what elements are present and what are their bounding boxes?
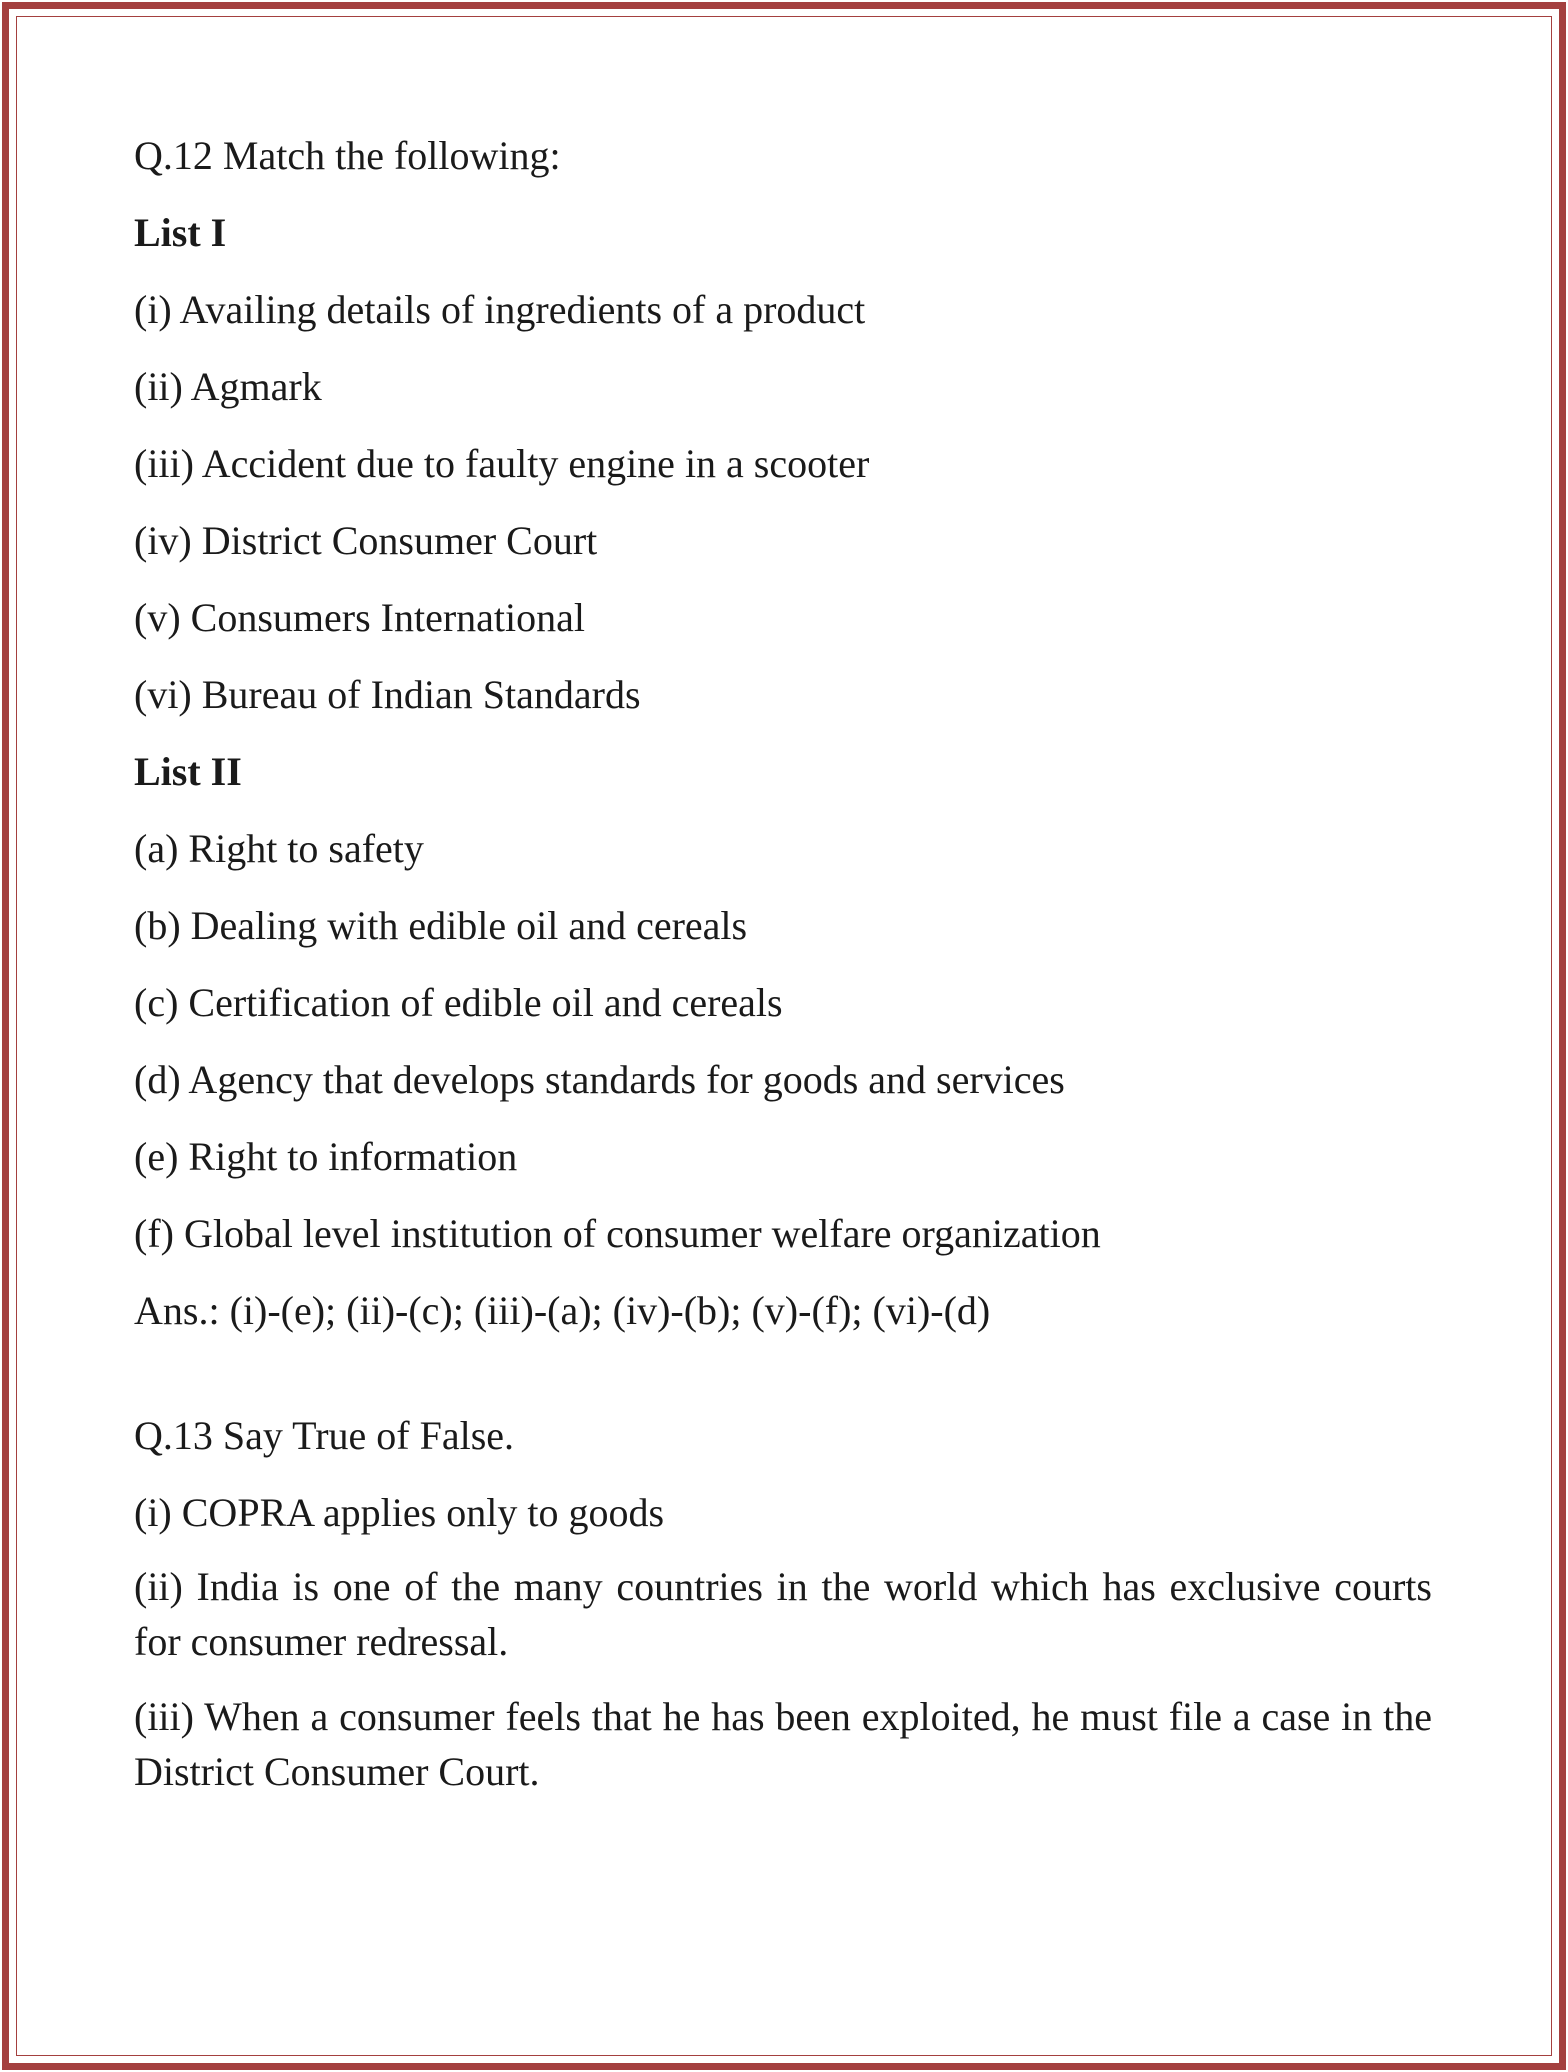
document-body <box>134 132 1432 1799</box>
q13-item: (i) COPRA applies only to goods <box>134 1490 665 1535</box>
list2-item: (b) Dealing with edible oil and cereals <box>134 903 748 948</box>
section-spacer <box>134 1335 1432 1412</box>
q12-heading: Q.12 Match the following: <box>134 133 561 178</box>
list1-item: (vi) Bureau of Indian Standards <box>134 672 641 717</box>
list1-item: (i) Availing details of ingredients of a product <box>134 287 866 332</box>
q13-item: (ii) India is one of the many countries in the world which has exclusive courts for consumer redressal. <box>134 1564 1432 1664</box>
q12-answer: Ans.: (i)-(e); (ii)-(c); (iii)-(a); (iv)-(b); (v)-(f); (vi)-(d) <box>134 1288 991 1333</box>
list2-item: (a) Right to safety <box>134 826 424 871</box>
list1-item: (v) Consumers International <box>134 595 585 640</box>
q13-item: (iii) When a consumer feels that he has been exploited, he must file a case in the District Consumer Court. <box>134 1694 1432 1794</box>
list2-item: (e) Right to information <box>134 1134 518 1179</box>
list2-label: List II <box>134 749 242 794</box>
list2-item: (d) Agency that develops standards for goods and services <box>134 1057 1065 1102</box>
list1-item: (ii) Agmark <box>134 364 322 409</box>
list1-item: (iii) Accident due to faulty engine in a scooter <box>134 441 870 486</box>
list1-label: List I <box>134 210 227 255</box>
list2-item: (f) Global level institution of consumer welfare organization <box>134 1211 1101 1256</box>
q13-heading: Q.13 Say True of False. <box>134 1413 515 1458</box>
list2-item: (c) Certification of edible oil and cereals <box>134 980 783 1025</box>
list1-item: (iv) District Consumer Court <box>134 518 598 563</box>
